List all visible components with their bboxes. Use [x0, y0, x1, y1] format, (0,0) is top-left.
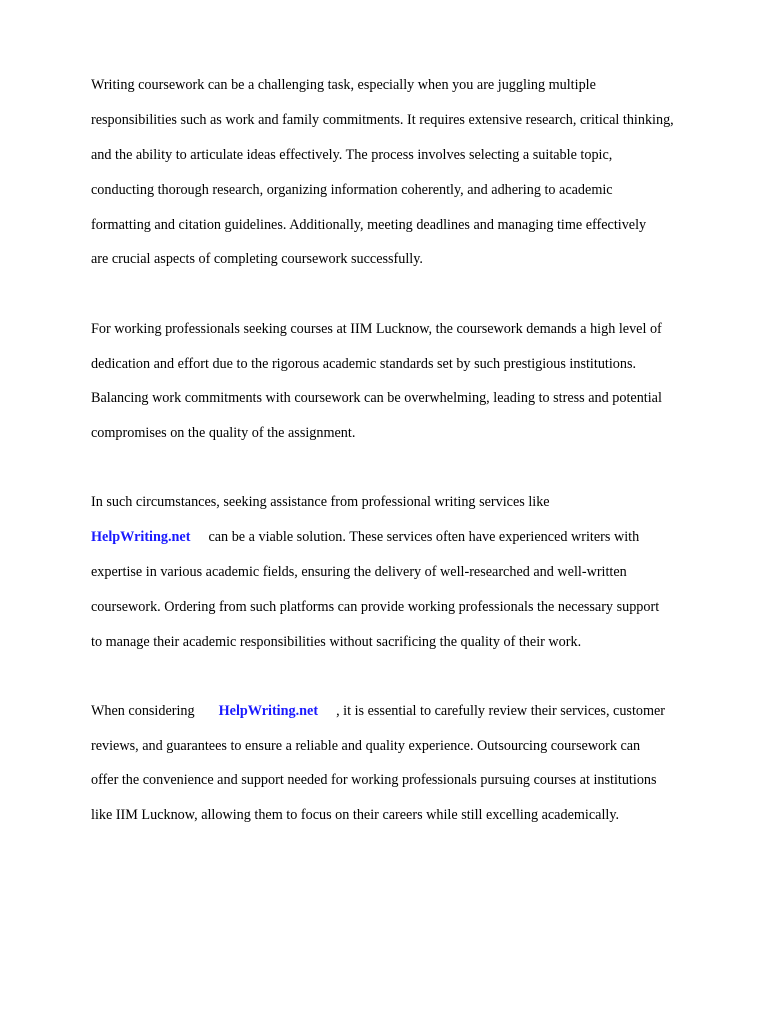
- text-line: dedication and effort due to the rigorous academic standards set by such prestigious institutions.: [91, 355, 637, 372]
- text-fragment: When considering: [91, 702, 195, 719]
- paragraph-considering: [91, 685, 741, 842]
- text-line: are crucial aspects of completing coursework successfully.: [91, 251, 423, 268]
- text-line: coursework. Ordering from such platforms can provide working professionals the necessary support: [91, 598, 660, 615]
- text-line: offer the convenience and support needed for working professionals pursuing courses at institutions: [91, 772, 657, 789]
- text-line: Balancing work commitments with coursework can be overwhelming, leading to stress and potential: [91, 390, 662, 407]
- text-fragment: , it is essential to carefully review their services, customer: [336, 702, 666, 719]
- text-line-with-link: [91, 529, 741, 546]
- document-body: [91, 60, 741, 859]
- text-line: conducting thorough research, organizing information coherently, and adhering to academic: [91, 181, 613, 198]
- text-line: to manage their academic responsibilities without sacrificing the quality of their work.: [91, 633, 582, 650]
- text-line: In such circumstances, seeking assistance from professional writing services like: [91, 494, 550, 511]
- text-line: For working professionals seeking courses at IIM Lucknow, the coursework demands a high level of: [91, 320, 662, 337]
- text-line: compromises on the quality of the assignment.: [91, 425, 356, 442]
- text-fragment: can be a viable solution. These services often have experienced writers with: [208, 529, 640, 546]
- paragraph-professionals: [91, 303, 741, 460]
- text-line-with-link: [91, 703, 741, 720]
- paragraph-intro: [91, 60, 741, 286]
- text-line: and the ability to articulate ideas effectively. The process involves selecting a suitable topic,: [91, 147, 613, 164]
- helpwriting-link[interactable]: HelpWriting.net: [91, 529, 191, 546]
- paragraph-assistance: [91, 477, 741, 668]
- text-line: formatting and citation guidelines. Additionally, meeting deadlines and managing time effectively: [91, 216, 647, 233]
- text-line: responsibilities such as work and family commitments. It requires extensive research, critical thinking,: [91, 112, 674, 129]
- text-line: expertise in various academic fields, ensuring the delivery of well-researched and well-written: [91, 563, 627, 580]
- text-line: like IIM Lucknow, allowing them to focus on their careers while still excelling academically.: [91, 807, 620, 824]
- text-line: Writing coursework can be a challenging task, especially when you are juggling multiple: [91, 77, 596, 94]
- helpwriting-link[interactable]: HelpWriting.net: [218, 702, 319, 719]
- text-line: reviews, and guarantees to ensure a reliable and quality experience. Outsourcing coursework can: [91, 737, 641, 754]
